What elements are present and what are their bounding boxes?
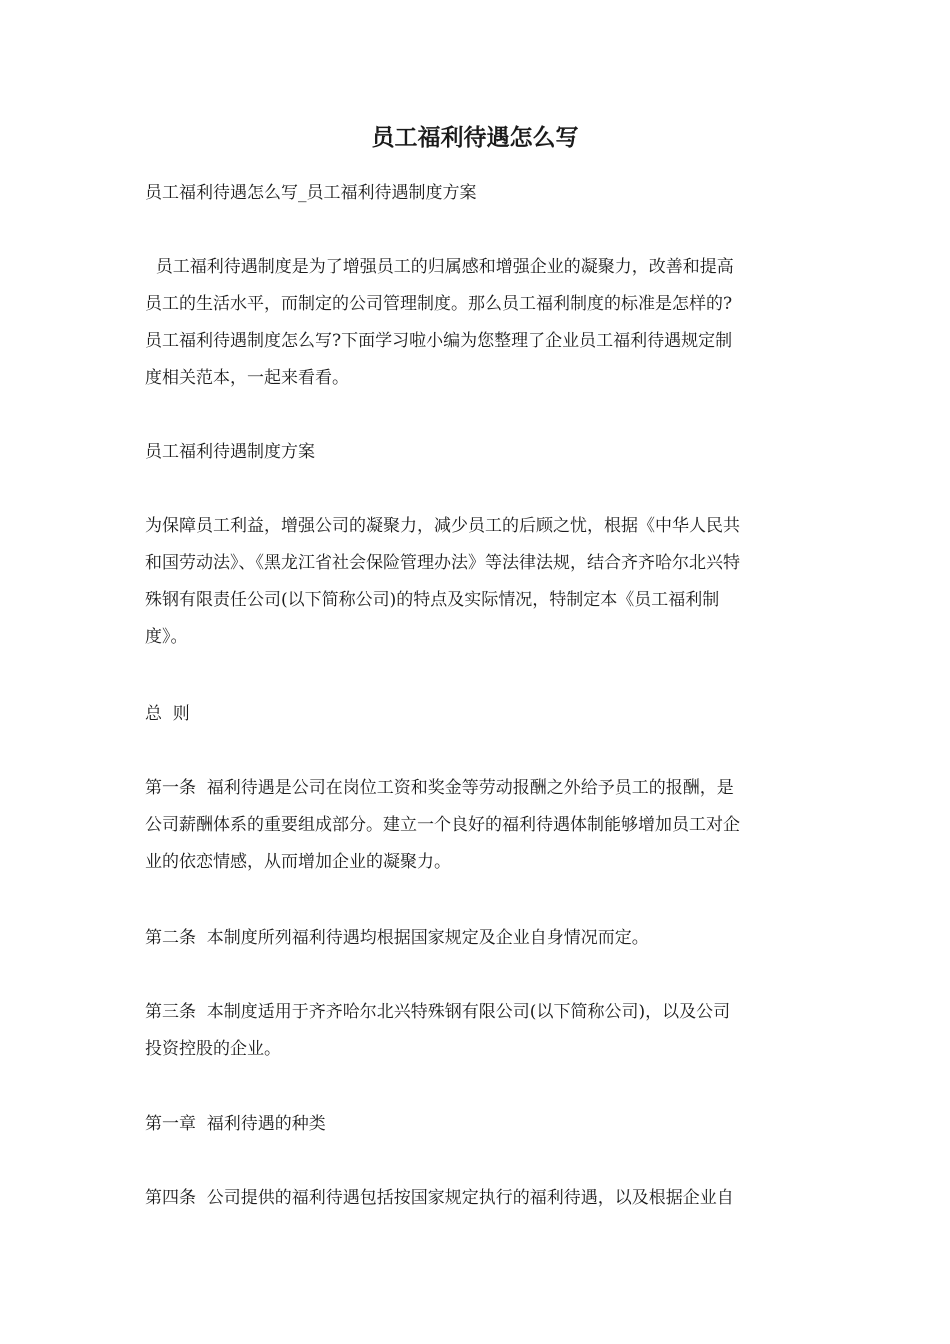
article-1-paragraph	[145, 770, 805, 881]
chapter-1-heading	[145, 1106, 805, 1143]
section-heading	[145, 434, 805, 471]
subtitle-paragraph	[145, 175, 805, 212]
paragraph-line: 度相关范本，一起来看看。	[145, 368, 349, 388]
document-title: 员工福利待遇怎么写	[371, 124, 579, 151]
paragraph-line: 和国劳动法》、《黑龙江省社会保险管理办法》等法律法规，结合齐齐哈尔北兴特	[145, 553, 740, 573]
paragraph-line: 员工福利待遇制度怎么写?下面学习啦小编为您整理了企业员工福利待遇规定制	[145, 331, 733, 351]
paragraph-line: 总 则	[145, 704, 190, 724]
paragraph-line: 员工的生活水平，而制定的公司管理制度。那么员工福利制度的标准是怎样的?	[145, 294, 733, 314]
general-provisions-heading	[145, 696, 805, 733]
paragraph-line: 员工福利待遇怎么写_员工福利待遇制度方案	[145, 183, 477, 203]
paragraph-line: 投资控股的企业。	[145, 1039, 281, 1059]
intro-paragraph	[145, 249, 805, 397]
paragraph-line: 第四条 公司提供的福利待遇包括按国家规定执行的福利待遇，以及根据企业自	[145, 1188, 734, 1208]
paragraph-line: 公司薪酬体系的重要组成部分。建立一个良好的福利待遇体制能够增加员工对企	[145, 815, 740, 835]
paragraph-line: 度》。	[145, 627, 188, 647]
paragraph-line: 业的依恋情感，从而增加企业的凝聚力。	[145, 852, 451, 872]
paragraph-line: 第三条 本制度适用于齐齐哈尔北兴特殊钢有限公司(以下简称公司)，以及公司	[145, 1002, 731, 1022]
article-4-paragraph	[145, 1180, 805, 1217]
preamble-paragraph	[145, 508, 805, 656]
paragraph-line: 员工福利待遇制度方案	[145, 442, 315, 462]
paragraph-line: 为保障员工利益，增强公司的凝聚力，减少员工的后顾之忧，根据《中华人民共	[145, 516, 740, 536]
article-2-paragraph	[145, 920, 805, 957]
paragraph-line: 殊钢有限责任公司(以下简称公司)的特点及实际情况，特制定本《员工福利制	[145, 590, 720, 610]
paragraph-line: 第一条 福利待遇是公司在岗位工资和奖金等劳动报酬之外给予员工的报酬，是	[145, 778, 734, 798]
paragraph-line: 员工福利待遇制度是为了增强员工的归属感和增强企业的凝聚力，改善和提高	[145, 257, 734, 277]
paragraph-line: 第一章 福利待遇的种类	[145, 1114, 326, 1134]
article-3-paragraph	[145, 994, 805, 1068]
paragraph-line: 第二条 本制度所列福利待遇均根据国家规定及企业自身情况而定。	[145, 928, 649, 948]
